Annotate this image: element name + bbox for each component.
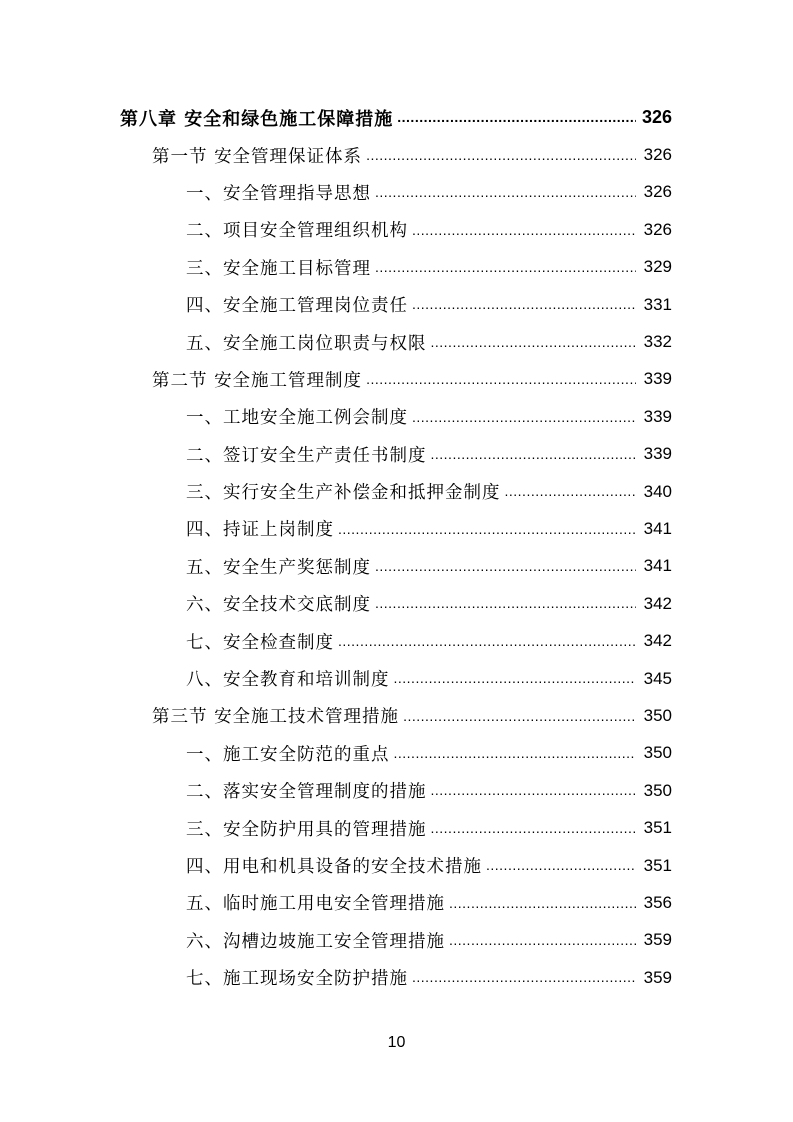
toc-dot-leader: [338, 633, 636, 660]
toc-entry-title: 五、安全生产奖惩制度: [186, 557, 371, 578]
toc-entry-title: 二、签订安全生产责任书制度: [186, 445, 427, 466]
toc-entry-page: 326: [641, 107, 672, 128]
toc-entry-title: 四、安全施工管理岗位责任: [186, 296, 408, 317]
table-of-contents: [0, 99, 793, 996]
toc-dot-leader: [412, 296, 636, 323]
toc-entry-page: 356: [643, 892, 672, 912]
toc-subsection-entry[interactable]: [0, 398, 793, 435]
toc-dot-leader: [403, 708, 636, 735]
toc-subsection-entry[interactable]: [0, 548, 793, 585]
toc-dot-leader: [449, 895, 636, 922]
toc-subsection-entry[interactable]: [0, 772, 793, 809]
toc-entry-title: 三、实行安全生产补偿金和抵押金制度: [186, 483, 501, 504]
toc-dot-leader: [431, 334, 637, 361]
toc-entry-title: 五、临时施工用电安全管理措施: [186, 894, 445, 915]
toc-entry-title: 二、落实安全管理制度的措施: [186, 782, 427, 803]
toc-entry-title: 七、安全检查制度: [186, 632, 334, 653]
toc-entry-page: 339: [643, 444, 672, 464]
toc-entry-title: 八、安全教育和培训制度: [186, 670, 390, 691]
page-number: 10: [387, 1034, 406, 1051]
toc-entry-page: 341: [643, 556, 672, 576]
toc-entry-title: 第三节 安全施工技术管理措施: [152, 707, 400, 728]
toc-subsection-entry[interactable]: [0, 510, 793, 547]
toc-dot-leader: [412, 409, 636, 436]
toc-section-entry[interactable]: [0, 136, 793, 173]
toc-dot-leader: [366, 371, 636, 398]
toc-entry-title: 三、安全防护用具的管理措施: [186, 819, 427, 840]
toc-entry-title: 五、安全施工岗位职责与权限: [186, 333, 427, 354]
toc-entry-page: 342: [643, 593, 672, 613]
toc-entry-title: 第一节 安全管理保证体系: [152, 146, 363, 167]
toc-section-entry[interactable]: [0, 697, 793, 734]
toc-entry-title: 六、沟槽边坡施工安全管理措施: [186, 931, 445, 952]
toc-entry-page: 339: [643, 369, 672, 389]
toc-subsection-entry[interactable]: [0, 174, 793, 211]
toc-entry-page: 350: [643, 780, 672, 800]
toc-entry-page: 350: [643, 705, 672, 725]
toc-entry-page: 340: [643, 481, 672, 501]
toc-dot-leader: [366, 147, 636, 174]
toc-dot-leader: [394, 670, 637, 697]
toc-dot-leader: [394, 745, 637, 772]
toc-entry-page: 351: [643, 818, 672, 838]
toc-dot-leader: [375, 259, 636, 286]
toc-subsection-entry[interactable]: [0, 622, 793, 659]
toc-section-entry[interactable]: [0, 361, 793, 398]
toc-entry-page: 326: [643, 219, 672, 239]
toc-dot-leader: [431, 446, 637, 473]
toc-dot-leader: [412, 969, 636, 996]
toc-subsection-entry[interactable]: [0, 735, 793, 772]
toc-subsection-entry[interactable]: [0, 211, 793, 248]
toc-entry-page: 326: [643, 145, 672, 165]
toc-entry-title: 一、工地安全施工例会制度: [186, 408, 408, 429]
toc-subsection-entry[interactable]: [0, 847, 793, 884]
toc-entry-page: 350: [643, 743, 672, 763]
toc-dot-leader: [431, 782, 637, 809]
toc-entry-page: 351: [643, 855, 672, 875]
toc-entry-title: 二、项目安全管理组织机构: [186, 221, 408, 242]
toc-subsection-entry[interactable]: [0, 286, 793, 323]
toc-dot-leader: [431, 820, 637, 847]
toc-chapter-entry[interactable]: [0, 99, 793, 136]
toc-entry-page: 332: [643, 332, 672, 352]
toc-dot-leader: [338, 521, 636, 548]
toc-entry-page: 329: [643, 257, 672, 277]
toc-entry-page: 359: [643, 930, 672, 950]
toc-dot-leader: [397, 109, 636, 136]
toc-subsection-entry[interactable]: [0, 884, 793, 921]
toc-entry-title: 第八章 安全和绿色施工保障措施: [120, 108, 394, 130]
toc-subsection-entry[interactable]: [0, 436, 793, 473]
toc-entry-title: 四、用电和机具设备的安全技术措施: [186, 857, 482, 877]
toc-subsection-entry[interactable]: [0, 249, 793, 286]
toc-entry-title: 一、安全管理指导思想: [186, 183, 371, 204]
toc-entry-title: 三、安全施工目标管理: [186, 258, 371, 279]
toc-subsection-entry[interactable]: [0, 323, 793, 360]
toc-entry-title: 一、施工安全防范的重点: [186, 744, 390, 765]
toc-entry-title: 七、施工现场安全防护措施: [186, 969, 408, 990]
toc-dot-leader: [375, 184, 636, 211]
toc-entry-title: 四、持证上岗制度: [186, 520, 334, 541]
toc-entry-page: 341: [643, 518, 672, 538]
toc-subsection-entry[interactable]: [0, 959, 793, 996]
toc-dot-leader: [375, 558, 636, 585]
toc-entry-page: 331: [643, 294, 672, 314]
toc-subsection-entry[interactable]: [0, 922, 793, 959]
toc-dot-leader: [505, 483, 637, 510]
toc-subsection-entry[interactable]: [0, 809, 793, 846]
toc-dot-leader: [449, 932, 636, 959]
toc-dot-leader: [486, 857, 636, 884]
toc-entry-page: 342: [643, 631, 672, 651]
toc-subsection-entry[interactable]: [0, 585, 793, 622]
toc-entry-title: 第二节 安全施工管理制度: [152, 370, 363, 391]
toc-entry-page: 339: [643, 406, 672, 426]
toc-entry-title: 六、安全技术交底制度: [186, 595, 371, 616]
toc-subsection-entry[interactable]: [0, 473, 793, 510]
toc-subsection-entry[interactable]: [0, 660, 793, 697]
toc-dot-leader: [412, 222, 636, 249]
toc-entry-page: 345: [643, 668, 672, 688]
toc-entry-page: 326: [643, 182, 672, 202]
toc-entry-page: 359: [643, 967, 672, 987]
toc-dot-leader: [375, 595, 636, 622]
